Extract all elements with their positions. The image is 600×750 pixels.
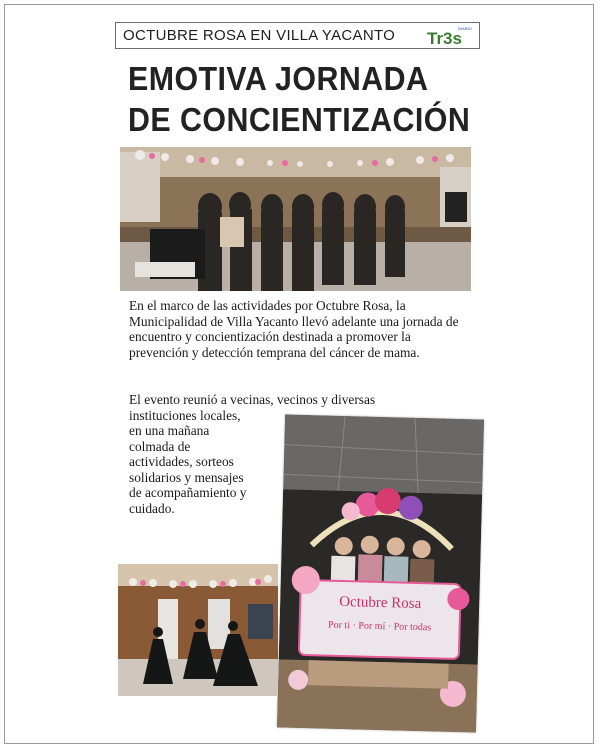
paragraph-2-line: El evento reunió a vecinas, vecinos y diversas — [129, 392, 376, 407]
photo-dancers — [118, 564, 278, 696]
photo-group-hall — [120, 147, 471, 291]
headline — [128, 58, 478, 140]
section-title: OCTUBRE ROSA EN VILLA YACANTO — [123, 27, 396, 44]
svg-text:Por ti · Por mí · Por todas: Por ti · Por mí · Por todas — [327, 619, 432, 634]
diario-tres-logo — [425, 24, 475, 47]
paragraph-2-line: cuidado. — [129, 500, 175, 516]
paragraph-2-line: instituciones locales, — [129, 407, 241, 423]
photo-octubre-rosa-banner — [277, 414, 484, 732]
svg-text:Octubre Rosa: Octubre Rosa — [339, 593, 422, 613]
section-header-bar — [115, 22, 480, 49]
headline-line-1: EMOTIVA JORNADA — [128, 60, 429, 97]
paragraph-2-line: colmada de — [129, 438, 191, 454]
paragraph-2-line: solidarios y mensajes — [129, 469, 244, 485]
headline-line-2: DE CONCIENTIZACIÓN — [128, 101, 471, 138]
paragraph-2-line: en una mañana — [129, 423, 210, 438]
paragraph-2-line: actividades, sorteos — [129, 454, 234, 469]
svg-text:Tr3s: Tr3s — [427, 29, 462, 47]
svg-text:DIARIO: DIARIO — [458, 26, 472, 31]
article-paragraph-1: En el marco de las actividades por Octubre Rosa, la Municipalidad de Villa Yacanto llevó adelante una jornada de encuentro y concientización destinada a promover la prevención y detección temprana del cáncer de mama. — [129, 298, 459, 360]
paragraph-2-line: de acompañamiento y — [129, 485, 247, 500]
